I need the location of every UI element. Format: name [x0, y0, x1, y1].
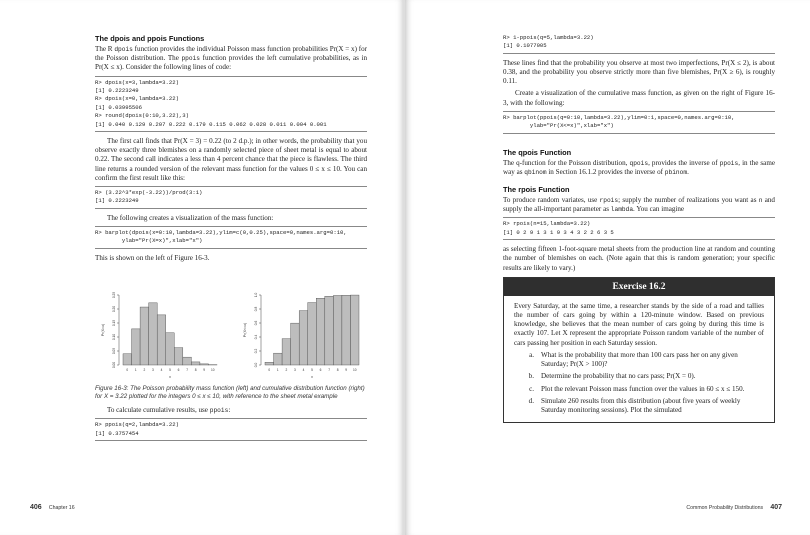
- y-tick-label: 0.00: [112, 361, 116, 369]
- bar: [191, 362, 200, 365]
- x-tick-label: 10: [210, 368, 215, 373]
- section-title-rpois: The rpois Function: [503, 185, 570, 195]
- exercise-item: a. What is the probability that more than 100 cars pass her on any given Saturday; Pr(X > 100)?: [529, 350, 738, 369]
- paragraph: To calculate cumulative results, use ppois:: [107, 406, 231, 415]
- bar: [299, 311, 308, 365]
- x-axis-label: x: [311, 375, 313, 380]
- x-tick-label: 5: [311, 368, 313, 373]
- right-page: [405, 0, 810, 535]
- bar: [265, 362, 274, 365]
- left-footer: [30, 504, 75, 511]
- y-tick-label: 0.25: [112, 291, 116, 299]
- y-tick-label: 1.0: [254, 292, 258, 298]
- x-tick-label: 10: [352, 368, 357, 373]
- y-tick-label: 0.10: [112, 333, 116, 341]
- bar: [132, 329, 141, 365]
- paragraph: The following creates a visualization of the mass function:: [107, 213, 274, 222]
- y-tick-label: 0.20: [112, 305, 116, 313]
- bar: [200, 364, 209, 365]
- chapter-label: Chapter 16: [48, 505, 75, 511]
- x-tick-label: 1: [134, 368, 137, 373]
- bar: [183, 357, 192, 365]
- code-block: R> rpois(n=15,lambda=3.22) [1] 0 2 9 1 3 1 9 3 4 3 2 2 6 3 5: [503, 217, 775, 240]
- code-block: R> ppois(q=2,lambda=3.22) [1] 0.3757454: [95, 418, 367, 441]
- figure-caption: Figure 16-3: The Poisson probability mass function (left) and cumulative distribution function (right) for X = 3.22 plotted for the integers 0 ≤ x ≤ 10, with reference to the sheet metal example: [95, 385, 365, 401]
- exercise-body: [504, 296, 774, 422]
- paragraph: The R dpois function provides the individual Poisson mass function probabilities Pr(X = x) for the Poisson distribution. The ppois function provides the left cumulative probabilities, as in Pr(X ≤ x). Consider the following lines of code:: [95, 45, 368, 72]
- y-axis-label: Pr(X=x): [101, 323, 105, 337]
- paragraph: This is shown on the left of Figure 16-3.: [95, 253, 210, 262]
- x-tick-label: 7: [186, 368, 188, 373]
- pmf-bar-chart: [95, 287, 225, 382]
- x-tick-label: 9: [345, 368, 348, 373]
- bar: [149, 303, 158, 365]
- bar: [166, 333, 175, 365]
- right-footer: [686, 504, 782, 511]
- exercise-list: [514, 351, 764, 415]
- y-tick-label: 0.0: [254, 362, 258, 368]
- x-tick-label: 3: [294, 368, 296, 373]
- left-page-content: [95, 34, 367, 446]
- exercise-title: Exercise 16.2: [504, 278, 774, 296]
- page-number: 406: [30, 504, 42, 511]
- x-tick-label: 0: [268, 368, 271, 373]
- y-tick-label: 0.6: [254, 320, 258, 326]
- x-tick-label: 2: [143, 368, 146, 373]
- exercise-intro: Every Saturday, at the same time, a researcher stands by the side of a road and tallies the number of cars going by within a 120-minute window. Based on previous knowledge, she believes that the mean number of cars going by during this time is exactly 107. Let X represent the appropriate Poisson random variable of the number of cars passing her position in each Saturday session.: [514, 301, 764, 347]
- x-tick-label: 1: [276, 368, 279, 373]
- y-tick-label: 0.8: [254, 306, 258, 312]
- bar: [140, 307, 149, 365]
- y-tick-label: 0.15: [112, 319, 116, 327]
- exercise-box: [503, 277, 775, 423]
- code-block: R> barplot(dpois(x=0:10,lambda=3.22),ylim=c(0,0.25),space=0,names.arg=0:10, ylab="Pr(X=x)",xlab="x"): [95, 226, 367, 249]
- bar: [316, 298, 325, 365]
- paragraph: These lines find that the probability you observe at most two imperfections, Pr(X ≤ 2), is about 0.38, and the probability you observe strictly more than five blemishes, Pr(X ≥ 6), is roughly 0.11.: [503, 58, 775, 86]
- bar: [174, 348, 183, 365]
- exercise-item: b. Determine the probability that no cars pass; Pr(X = 0).: [528, 372, 696, 381]
- x-tick-label: 0: [126, 368, 129, 373]
- bar: [274, 353, 283, 365]
- x-tick-label: 6: [177, 368, 180, 373]
- chapter-label: Common Probability Distributions: [686, 505, 764, 511]
- bar: [350, 295, 359, 365]
- x-tick-label: 4: [302, 368, 305, 373]
- bar: [325, 296, 334, 365]
- x-tick-label: 6: [319, 368, 322, 373]
- right-page-content: [503, 32, 775, 423]
- code-block: R> barplot(ppois(q=0:10,lambda=3.22),ylim=0:1,space=0,names.arg=0:10, ylab="Pr(X<=x)",xlab="x"): [503, 111, 775, 134]
- x-tick-label: 9: [203, 368, 206, 373]
- paragraph: The first call finds that Pr(X = 3) = 0.22 (to 2 d.p.); in other words, the probability that you observe exactly three blemishes on a randomly selected piece of sheet metal is equal to about 0.22. The second call indicates a less than 4 percent chance that the piece is flawless. The third line returns a rounded version of the relevant mass function for the values 0 ≤ x ≤ 10. You can confirm the first result like this:: [95, 137, 367, 182]
- code-block: R> (3.22^3*exp(-3.22))/prod(3:1) [1] 0.2223249: [95, 186, 367, 209]
- y-axis-label: Pr(X<=x): [243, 322, 247, 338]
- section-title-dpois-ppois: The dpois and ppois Functions: [95, 34, 205, 43]
- bar: [291, 323, 300, 365]
- cdf-bar-chart: [237, 287, 367, 382]
- x-tick-label: 7: [328, 368, 330, 373]
- bar: [157, 315, 166, 365]
- code-block: R> 1-ppois(q=5,lambda=3.22) [1] 0.1077005: [503, 32, 775, 54]
- figure-16-3: [95, 287, 367, 382]
- code-block: R> dpois(x=3,lambda=3.22) [1] 0.2223249 R> dpois(x=0,lambda=3.22) [1] 0.03995506 R> round(dpois(0:10,3.22),3) [1] 0.040 0.129 0.207 0.222 0.179 0.115 0.062 0.028 0.011 0.004 0.001: [95, 76, 367, 132]
- page-number: 407: [770, 504, 782, 511]
- bar: [282, 339, 291, 365]
- y-tick-label: 0.4: [254, 334, 258, 340]
- section-title-qpois: The qpois Function: [503, 147, 572, 157]
- left-page: [0, 0, 404, 535]
- x-tick-label: 3: [152, 368, 154, 373]
- paragraph: as selecting fifteen 1-foot-square metal sheets from the production line at random and counting the number of blemishes on each. (Note again that this is random generation; your specific results are likely to vary.): [503, 245, 775, 272]
- bar: [333, 296, 342, 366]
- y-tick-label: 0.05: [112, 347, 116, 355]
- x-axis-label: x: [169, 375, 171, 380]
- paragraph: To produce random variates, use rpois; supply the number of realizations you want as n and supply the all-important parameter as lambda. You can imagine: [503, 196, 775, 214]
- bar: [342, 295, 351, 365]
- x-tick-label: 8: [194, 368, 197, 373]
- exercise-item: c. Plot the relevant Poisson mass function over the values in 60 ≤ x ≤ 150.: [529, 384, 745, 393]
- exercise-item: d. Simulate 260 results from this distribution (about five years of weekly Saturday monitoring sessions). Plot the simulated: [528, 396, 741, 414]
- bar: [123, 354, 132, 365]
- x-tick-label: 4: [160, 368, 163, 373]
- x-tick-label: 2: [285, 368, 288, 373]
- paragraph: The q-function for the Poisson distribution, qpois, provides the inverse of ppois, in the same way as qbinom in Section 16.1.2 provides the inverse of pbinom.: [503, 158, 775, 176]
- x-tick-label: 5: [169, 368, 171, 373]
- x-tick-label: 8: [336, 368, 339, 373]
- bar: [308, 303, 317, 365]
- paragraph: Create a visualization of the cumulative mass function, as given on the right of Figure 16-3, with the following:: [503, 89, 775, 107]
- y-tick-label: 0.2: [254, 348, 258, 354]
